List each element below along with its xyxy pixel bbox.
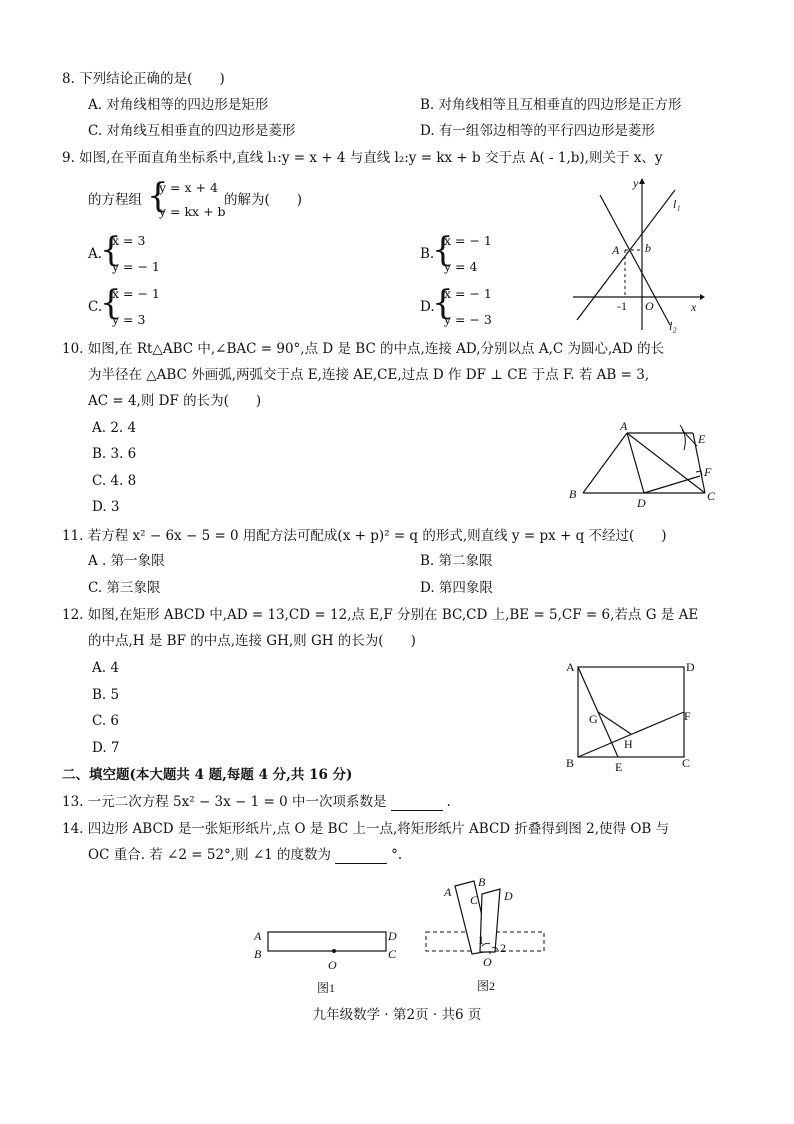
q8-option-a: A. 对角线相等的四边形是矩形 [88, 97, 269, 113]
q12-option-b: B. 5 [92, 687, 120, 703]
q14-fig2-a: A [444, 885, 452, 899]
q12-option-c: C. 6 [92, 713, 120, 729]
q11-stem: 11. 若方程 x² − 6x − 5 = 0 用配方法可配成(x + p)² = q 的形式,则直线 y = px + q 不经过( ) [62, 528, 667, 544]
q9-option-c-bottom: y = 3 [112, 312, 146, 327]
q13-line [62, 793, 451, 811]
q10-option-b: B. 3. 6 [92, 446, 137, 462]
q11-option-c: C. 第三象限 [88, 580, 161, 596]
q12-fig-c: C [682, 756, 691, 770]
section-2-heading: 二、填空题(本大题共 4 题,每题 4 分,共 16 分) [62, 767, 353, 783]
q10-fig-d: D [637, 496, 646, 510]
q9-stem-line1: 9. 如图,在平面直角坐标系中,直线 l₁:y = x + 4 与直线 l₂:y = kx + b 交于点 A( - 1,b),则关于 x、y [62, 150, 663, 166]
q10-fig-b: B [569, 487, 577, 501]
q8-option-b: B. 对角线相等且互相垂直的四边形是正方形 [420, 97, 682, 113]
q9-figure [565, 170, 710, 335]
q10-fig-a: A [620, 419, 628, 433]
q8-stem: 8. 下列结论正确的是( ) [62, 71, 225, 87]
q12-fig-h: H [624, 737, 633, 751]
q10-line3: AC = 4,则 DF 的长为( ) [88, 393, 262, 409]
q9-option-d-top: x = − 1 [444, 286, 492, 301]
q10-option-d: D. 3 [92, 499, 120, 515]
q14-fig1-d: D [388, 929, 397, 943]
q14-fig2-o: O [483, 955, 492, 969]
q9-fig-b-label: b [645, 241, 651, 255]
q12-fig-g: G [589, 712, 598, 726]
q9-option-b-bottom: y = 4 [444, 259, 478, 274]
q10-line2: 为半径在 △ABC 外画弧,两弧交于点 E,连接 AE,CE,过点 D 作 DF ⊥ CE 于点 F. 若 AB = 3, [88, 367, 650, 383]
q14-pre: OC 重合. 若 ∠2 = 52°,则 ∠1 的度数为 [88, 847, 332, 863]
q9-fig-minus-one: -1 [617, 299, 627, 313]
q12-option-a: A. 4 [92, 660, 119, 676]
q9-system-top: y = x + 4 [159, 180, 218, 195]
q14-fig2-caption: 图2 [477, 979, 496, 993]
q9-fig-origin: O [645, 299, 654, 313]
q9-option-b-letter: B. [420, 246, 435, 262]
q14-fig1-b: B [254, 947, 262, 961]
q13-post: . [446, 794, 451, 810]
q14-figure-1 [250, 920, 410, 1000]
q11-option-a: A . 第一象限 [88, 553, 165, 569]
q9-option-d-brace: { [432, 283, 454, 323]
q9-system-brace: { [147, 176, 169, 216]
q14-answer-blank[interactable] [335, 850, 387, 864]
q9-option-b-top: x = − 1 [444, 233, 492, 248]
q14-figure-2 [420, 872, 550, 1000]
q12-fig-d: D [686, 660, 695, 674]
q8-option-d: D. 有一组邻边相等的平行四边形是菱形 [420, 123, 655, 139]
q9-fig-point-a: A [612, 243, 620, 257]
q12-option-d: D. 7 [92, 740, 120, 756]
q14-fig1-c: C [388, 947, 397, 961]
q11-option-d: D. 第四象限 [420, 580, 493, 596]
q9-option-c-letter: C. [88, 299, 103, 315]
q10-fig-f: F [704, 465, 712, 479]
q10-option-a: A. 2. 4 [92, 420, 137, 436]
q14-fig1-o: O [328, 958, 337, 972]
q9-option-c-brace: { [100, 283, 122, 323]
q12-fig-b: B [566, 756, 575, 770]
q14-line2 [88, 846, 402, 864]
q9-fig-l1-label: l₁ [673, 197, 681, 211]
q13-pre: 13. 一元二次方程 5x² − 3x − 1 = 0 中一次项系数是 [62, 794, 387, 810]
q9-option-a-top: x = 3 [112, 233, 146, 248]
q12-line2: 的中点,H 是 BF 的中点,连接 GH,则 GH 的长为( ) [88, 633, 416, 649]
q14-line1: 14. 四边形 ABCD 是一张矩形纸片,点 O 是 BC 上一点,将矩形纸片 ABCD 折叠得到图 2,使得 OB 与 [62, 821, 670, 837]
q10-line1: 10. 如图,在 Rt△ABC 中,∠BAC = 90°,点 D 是 BC 的中点,连接 AD,分别以点 A,C 为圆心,AD 的长 [62, 341, 665, 357]
q14-fig1-caption: 图1 [317, 981, 336, 995]
q14-post: °. [391, 847, 403, 863]
q12-fig-e: E [615, 760, 623, 774]
q14-fig2-b: B [478, 875, 486, 889]
page-footer: 九年级数学 · 第2页 · 共6 页 [312, 1007, 482, 1023]
q14-fig2-angle2: 2 [500, 941, 506, 955]
q9-stem-post: 的解为( ) [224, 192, 303, 208]
q9-stem-pre: 的方程组 [88, 192, 142, 208]
q10-option-c: C. 4. 8 [92, 473, 137, 489]
q12-fig-f: F [684, 709, 691, 723]
q14-fig2-d: D [504, 889, 513, 903]
q14-fig1-a: A [254, 929, 262, 943]
q12-fig-a: A [566, 660, 575, 674]
q10-fig-e: E [698, 432, 706, 446]
q12-figure [558, 655, 708, 775]
q10-figure [565, 418, 725, 513]
q11-option-b: B. 第二象限 [420, 553, 493, 569]
q9-fig-x-label: x [691, 300, 697, 314]
q9-option-c-top: x = − 1 [112, 286, 160, 301]
q10-fig-c: C [707, 489, 716, 503]
q9-option-d-bottom: y = − 3 [444, 312, 492, 327]
q9-option-b-brace: { [432, 230, 454, 270]
q9-system-bottom: y = kx + b [159, 204, 226, 219]
q8-option-c: C. 对角线互相垂直的四边形是菱形 [88, 123, 296, 139]
q12-line1: 12. 如图,在矩形 ABCD 中,AD = 13,CD = 12,点 E,F 分别在 BC,CD 上,BE = 5,CF = 6,若点 G 是 AE [62, 607, 699, 623]
q9-option-a-brace: { [100, 230, 122, 270]
q14-fig2-angle1: 1 [478, 933, 484, 947]
q9-fig-l2-label: l₂ [669, 319, 677, 333]
q9-option-d-letter: D. [420, 299, 435, 315]
q9-option-a-letter: A. [88, 246, 103, 262]
q13-answer-blank[interactable] [391, 797, 443, 811]
q14-fig2-c: C [470, 893, 479, 907]
q9-option-a-bottom: y = − 1 [112, 259, 160, 274]
q9-fig-y-label: y [633, 176, 639, 190]
